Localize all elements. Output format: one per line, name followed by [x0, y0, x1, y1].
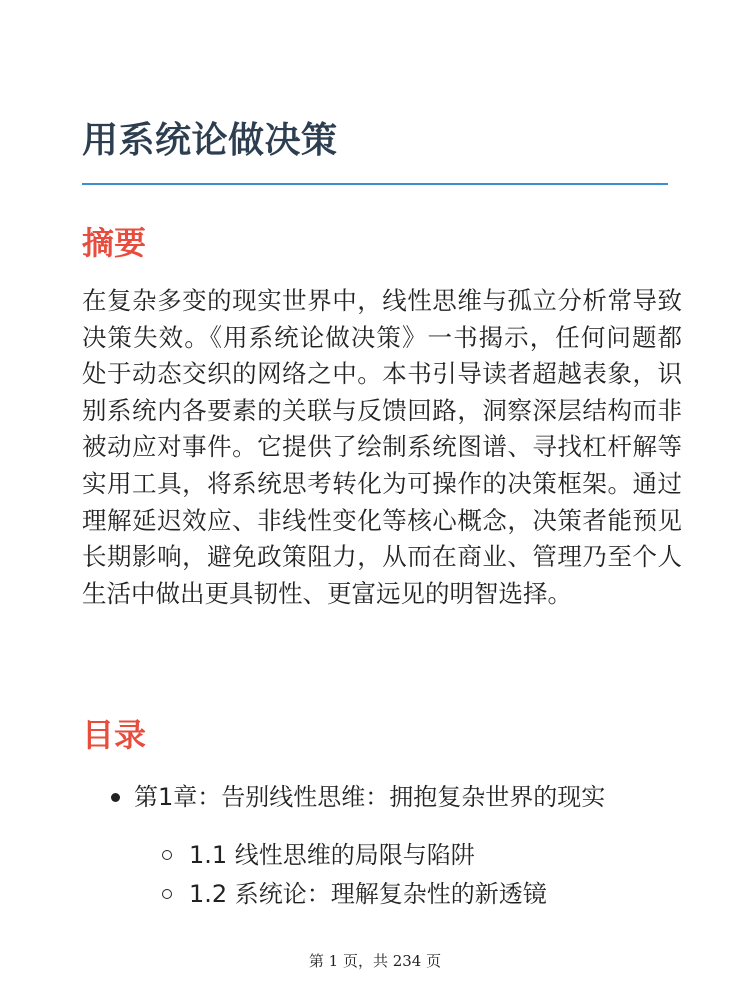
bullet-circle-icon: [162, 889, 172, 899]
page-footer: 第 1 页，共 234 页: [308, 952, 442, 970]
toc-heading: 目录: [82, 716, 147, 754]
toc-section-label: 1.1 线性思维的局限与陷阱: [189, 841, 475, 869]
bullet-circle-icon: [162, 850, 172, 860]
title-divider: [82, 183, 668, 185]
toc-chapter-label: 第1章：告别线性思维：拥抱复杂世界的现实: [134, 783, 606, 811]
abstract-heading: 摘要: [82, 224, 147, 262]
abstract-body: 在复杂多变的现实世界中，线性思维与孤立分析常导致决策失效。《用系统论做决策》一书揭示，任何问题都处于动态交织的网络之中。本书引导读者超越表象，识别系统内各要素的关联与反馈回路，洞察深层结构而非被动应对事件。它提供了绘制系统图谱、寻找杠杆解等实用工具，将系统思考转化为可操作的决策框架。通过理解延迟效应、非线性变化等核心概念，决策者能预见长期影响，避免政策阻力，从而在商业、管理乃至个人生活中做出更具韧性、更富远见的明智选择。: [82, 286, 682, 608]
bullet-disc-icon: [111, 793, 120, 802]
page-title: 用系统论做决策: [82, 120, 338, 161]
toc-section-label: 1.2 系统论：理解复杂性的新透镜: [189, 880, 547, 908]
